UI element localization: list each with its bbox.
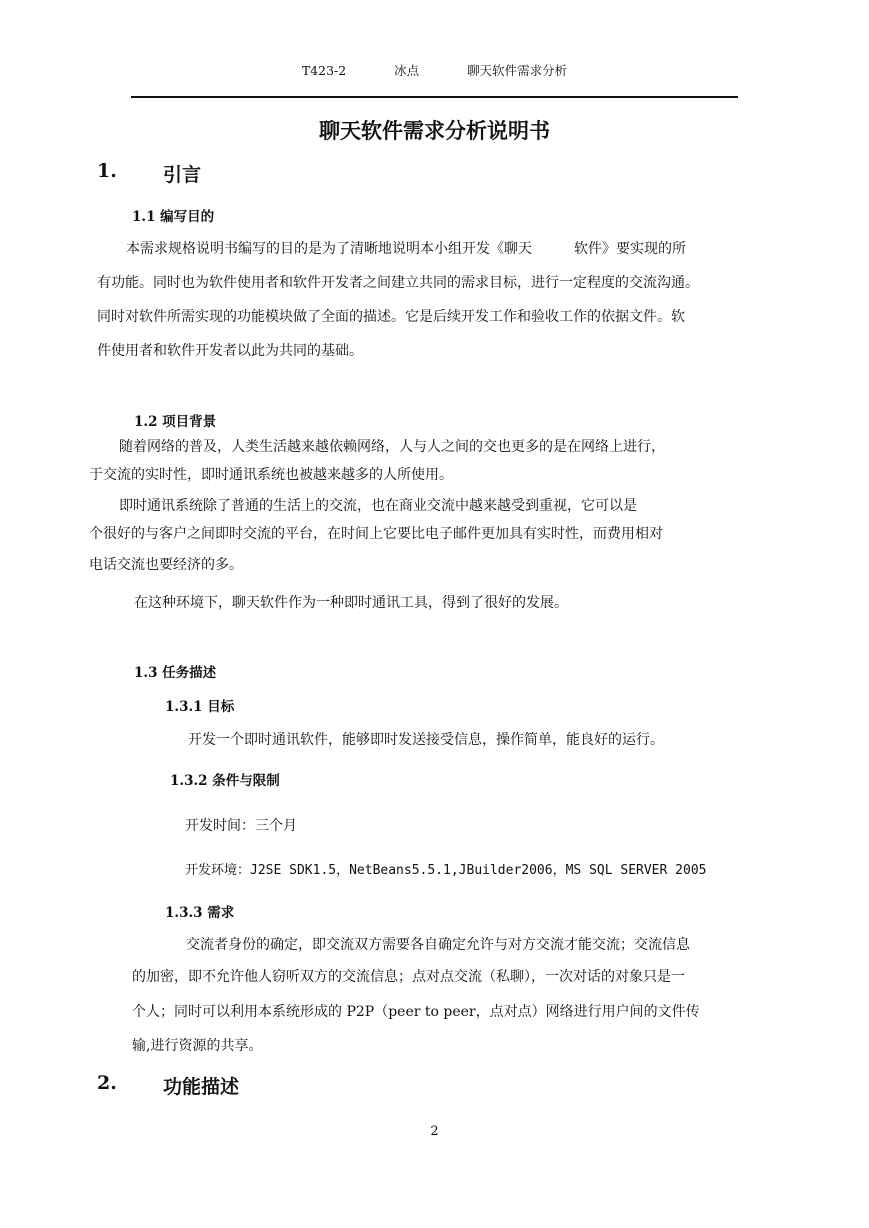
section-2-number: 2. (97, 1072, 117, 1094)
paragraph-line: 有功能。同时也为软件使用者和软件开发者之间建立共同的需求目标，进行一定程度的交流沟通。 (97, 275, 699, 291)
section-1-3-1-heading: 1.3.1 目标 (165, 699, 235, 715)
section-1-3-3-heading: 1.3.3 需求 (165, 905, 235, 921)
paragraph-line: 随着网络的普及，人类生活越来越依赖网络，人与人之间的交也更多的是在网络上进行， (119, 439, 665, 455)
header-rule (131, 96, 738, 98)
section-1-heading (97, 160, 397, 188)
header-doc-name: 聊天软件需求分析 (467, 63, 568, 78)
paragraph-line: 即时通讯系统除了普通的生活上的交流，也在商业交流中越来越受到重视，它可以是 (119, 498, 637, 514)
paragraph-line: 本需求规格说明书编写的目的是为了清晰地说明本小组开发《聊天 软件》要实现的所 (126, 241, 686, 257)
section-1-number: 1. (97, 160, 117, 182)
paragraph-line: 在这种环境下，聊天软件作为一种即时通讯工具，得到了很好的发展。 (134, 595, 568, 611)
section-1-2-heading: 1.2 项目背景 (134, 414, 217, 430)
section-1-3-2-heading: 1.3.2 条件与限制 (170, 773, 280, 789)
paragraph-line: 的加密，即不允许他人窃听双方的交流信息；点对点交流（私聊），一次对话的对象只是一 (132, 969, 685, 985)
paragraph-line: 个人；同时可以利用本系统形成的 P2P（peer to peer，点对点）网络进行用户间的文件传 (132, 1004, 700, 1020)
goal-text: 开发一个即时通讯软件，能够即时发送接受信息，操作简单，能良好的运行。 (188, 732, 664, 748)
section-1-title: 引言 (163, 164, 202, 186)
paragraph-line: 输,进行资源的共享。 (132, 1038, 263, 1054)
paragraph-line: 电话交流也要经济的多。 (89, 557, 243, 573)
section-1-1-heading: 1.1 编写目的 (132, 209, 215, 225)
paragraph-line: 件使用者和软件开发者以此为共同的基础。 (97, 343, 363, 359)
running-header (0, 61, 869, 79)
document-title: 聊天软件需求分析说明书 (319, 118, 550, 143)
section-2-title: 功能描述 (163, 1076, 240, 1098)
section-2-heading (97, 1072, 397, 1100)
dev-time: 开发时间：三个月 (185, 818, 297, 834)
section-1-3-heading: 1.3 任务描述 (134, 665, 217, 681)
paragraph-line: 交流者身份的确定，即交流双方需要各自确定允许与对方交流才能交流；交流信息 (186, 937, 690, 953)
header-team: 冰点 (394, 63, 420, 78)
paragraph-line: 同时对软件所需实现的功能模块做了全面的描述。它是后续开发工作和验收工作的依据文件。软 (97, 309, 685, 325)
paragraph-line: 于交流的实时性，即时通讯系统也被越来越多的人所使用。 (89, 467, 453, 483)
dev-environment: 开发环境：J2SE SDK1.5，NetBeans5.5.1,JBuilder2006，MS SQL SERVER 2005 (185, 863, 707, 878)
header-doc-id: T423-2 (301, 63, 347, 78)
page-number: 2 (430, 1124, 439, 1139)
paragraph-line: 个很好的与客户之间即时交流的平台，在时间上它要比电子邮件更加具有实时性，而费用相对 (89, 526, 663, 542)
